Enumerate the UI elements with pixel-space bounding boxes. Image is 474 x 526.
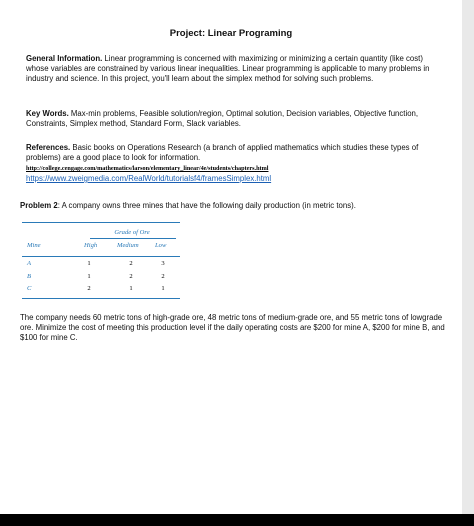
cell-a-high: 1 — [87, 260, 91, 267]
key-words-label: Key Words. — [26, 109, 69, 118]
row-label-a: A — [27, 260, 32, 267]
references-text: Basic books on Operations Research (a branch of applied mathematics which studies these types of problems) are a good place to look for information. — [26, 143, 419, 163]
row-label-c: C — [27, 285, 32, 292]
cell-a-low: 3 — [161, 260, 165, 267]
problem-intro: : A company owns three mines that have the following daily production (in metric tons). — [57, 201, 356, 210]
column-header-low: Low — [155, 242, 167, 249]
mine-header: Mine — [27, 242, 41, 249]
grade-header-rule — [90, 238, 176, 239]
cell-b-medium: 2 — [129, 273, 133, 280]
column-header-high: High — [84, 242, 98, 249]
key-words-paragraph — [26, 109, 446, 129]
cengage-link[interactable]: http://college.cengage.com/mathematics/larson/elementary_linear/4e/students/chapters.html — [26, 165, 269, 172]
zweigmedia-link[interactable]: https://www.zweigmedia.com/RealWorld/tutorialsf4/framesSimplex.html — [26, 174, 272, 183]
row-label-b: B — [27, 273, 32, 280]
references-paragraph — [26, 143, 446, 163]
page-right-margin — [462, 0, 474, 514]
general-information-paragraph — [26, 54, 446, 85]
general-information-text: Linear programming is concerned with maximizing or minimizing a certain quantity (like cost) whose variables are constrained by various linear inequalities. Linear programming is applicable to many problems in industry and science. In this project, you'll learn about the simplex method for solving such problems. — [26, 54, 430, 84]
cell-c-low: 1 — [161, 285, 165, 292]
key-words-text: Max-min problems, Feasible solution/region, Optimal solution, Decision variables, Objective function, Constraints, Simplex method, Standard Form, Slack variables. — [26, 109, 419, 129]
general-information-label: General Information. — [26, 54, 103, 63]
grade-of-ore-header: Grade of Ore — [114, 229, 150, 236]
table-top-rule — [22, 222, 180, 223]
cell-b-low: 2 — [161, 273, 165, 280]
problem-statement — [20, 201, 450, 210]
cell-b-high: 1 — [87, 273, 91, 280]
table-bottom-rule — [22, 298, 180, 299]
problem-label: Problem 2 — [20, 201, 58, 210]
problem-body: The company needs 60 metric tons of high-grade ore, 48 metric tons of medium-grade ore, and 55 metric tons of lowgrade ore. Minimize the cost of meeting this production level if the daily operating costs are $200 for mine A, $200 for mine B, and $100 for mine C. — [20, 313, 445, 343]
cell-a-medium: 2 — [129, 260, 133, 267]
page-bottom-edge — [0, 514, 474, 526]
cell-c-high: 2 — [87, 285, 91, 292]
column-header-medium: Medium — [117, 242, 139, 249]
page-title: Project: Linear Programing — [169, 28, 293, 39]
references-label: References. — [26, 143, 71, 152]
cell-c-medium: 1 — [129, 285, 133, 292]
table-header-rule — [22, 256, 180, 257]
